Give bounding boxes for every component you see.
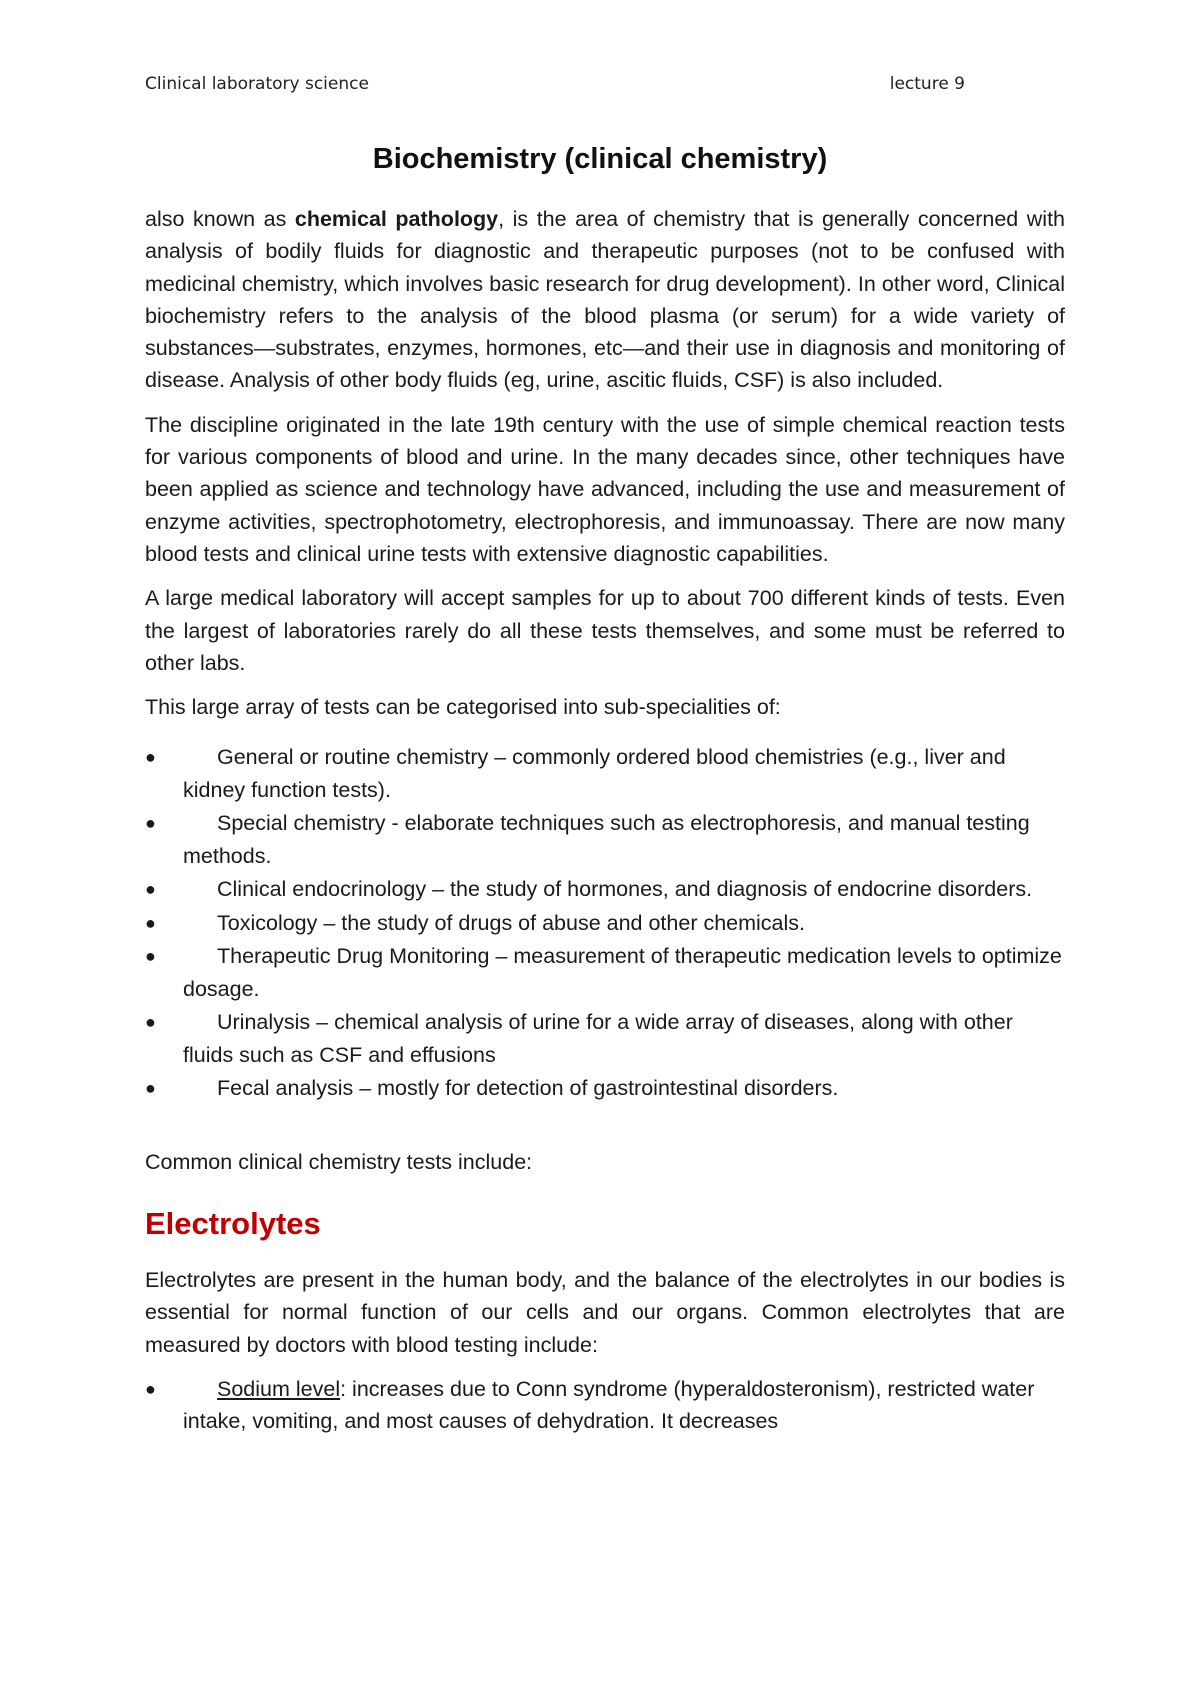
list-item (145, 873, 1065, 905)
list-item (145, 907, 1065, 939)
document-title: Biochemistry (clinical chemistry) (372, 143, 828, 175)
list-item-text: Toxicology – the study of drugs of abuse and other chemicals. (217, 910, 806, 935)
bullet-icon: ● (145, 879, 156, 900)
electrolyte-text: : increases due to Conn syndrome (hyperaldosteronism), restricted water intake, vomiting, and most causes of dehydration. It decreases (183, 1376, 1035, 1434)
list-item (145, 1072, 1065, 1104)
bullet-icon: ● (145, 747, 156, 768)
electrolytes-paragraph: Electrolytes are present in the human body, and the balance of the electrolytes in our bodies is essential for normal function of our cells and our organs. Common electrolytes that are measured by doctors with blood testing include: (145, 1268, 1065, 1357)
list-item-text: Special chemistry - elaborate techniques such as electrophoresis, and manual testing methods. (183, 811, 1030, 868)
intro-lead: also known as (145, 207, 295, 231)
bullet-icon: ● (145, 1078, 156, 1099)
section-heading-electrolytes: Electrolytes (145, 1206, 321, 1242)
common-tests-intro: Common clinical chemistry tests include: (145, 1149, 533, 1174)
paragraph-lab-capacity: A large medical laboratory will accept samples for up to about 700 different kinds of tests. Even the largest of laboratories rarely do all these tests themselves, and some must be referred to other labs. (145, 586, 1065, 675)
list-item (145, 1006, 1065, 1071)
bullet-icon: ● (145, 946, 156, 967)
list-item-text: Therapeutic Drug Monitoring – measurement of therapeutic medication levels to optimize dosage. (183, 944, 1062, 1001)
list-item-text: Urinalysis – chemical analysis of urine for a wide array of diseases, along with other fluids such as CSF and effusions (183, 1010, 1013, 1067)
list-item-text: Fecal analysis – mostly for detection of gastrointestinal disorders. (217, 1076, 839, 1101)
document-body (145, 203, 1065, 1439)
header-course-title: Clinical laboratory science (145, 74, 369, 94)
header-lecture-number: lecture 9 (889, 74, 965, 94)
page-header (145, 74, 965, 94)
list-item-text: General or routine chemistry – commonly ordered blood chemistries (e.g., liver and kidney function tests). (183, 745, 1006, 802)
bullet-icon: ● (145, 912, 156, 933)
intro-rest: , is the area of chemistry that is generally concerned with analysis of bodily fluids for diagnostic and therapeutic purposes (not to be confused with medicinal chemistry, which involves basic research for drug development). In other word, Clinical biochemistry refers to the analysis of the blood plasma (or serum) for a wide variety of substances—substrates, enzymes, hormones, etc—and their use in diagnosis and monitoring of disease. Analysis of other body fluids (eg, urine, ascitic fluids, CSF) is also included. (145, 207, 1065, 393)
paragraph-subspeciality-intro: This large array of tests can be categorised into sub-specialities of: (145, 695, 781, 720)
list-item (145, 940, 1065, 1005)
list-item-text: Clinical endocrinology – the study of hormones, and diagnosis of endocrine disorders. (217, 877, 1033, 902)
subspeciality-list (145, 741, 1065, 1104)
electrolyte-term: Sodium level (217, 1376, 341, 1401)
electrolyte-list (145, 1373, 1065, 1438)
bullet-icon: ● (145, 813, 156, 834)
list-item (145, 741, 1065, 806)
paragraph-history: The discipline originated in the late 19th century with the use of simple chemical reaction tests for various components of blood and urine. In the many decades since, other techniques have been applied as science and technology have advanced, including the use and measurement of enzyme activities, spectrophotometry, electrophoresis, and immunoassay. There are now many blood tests and clinical urine tests with extensive diagnostic capabilities. (145, 412, 1065, 566)
intro-bold-term: chemical pathology (294, 207, 499, 231)
list-item (145, 1373, 1065, 1438)
list-item (145, 807, 1065, 872)
bullet-icon: ● (145, 1012, 156, 1033)
intro-paragraph (145, 203, 1065, 397)
bullet-icon: ● (145, 1378, 156, 1399)
